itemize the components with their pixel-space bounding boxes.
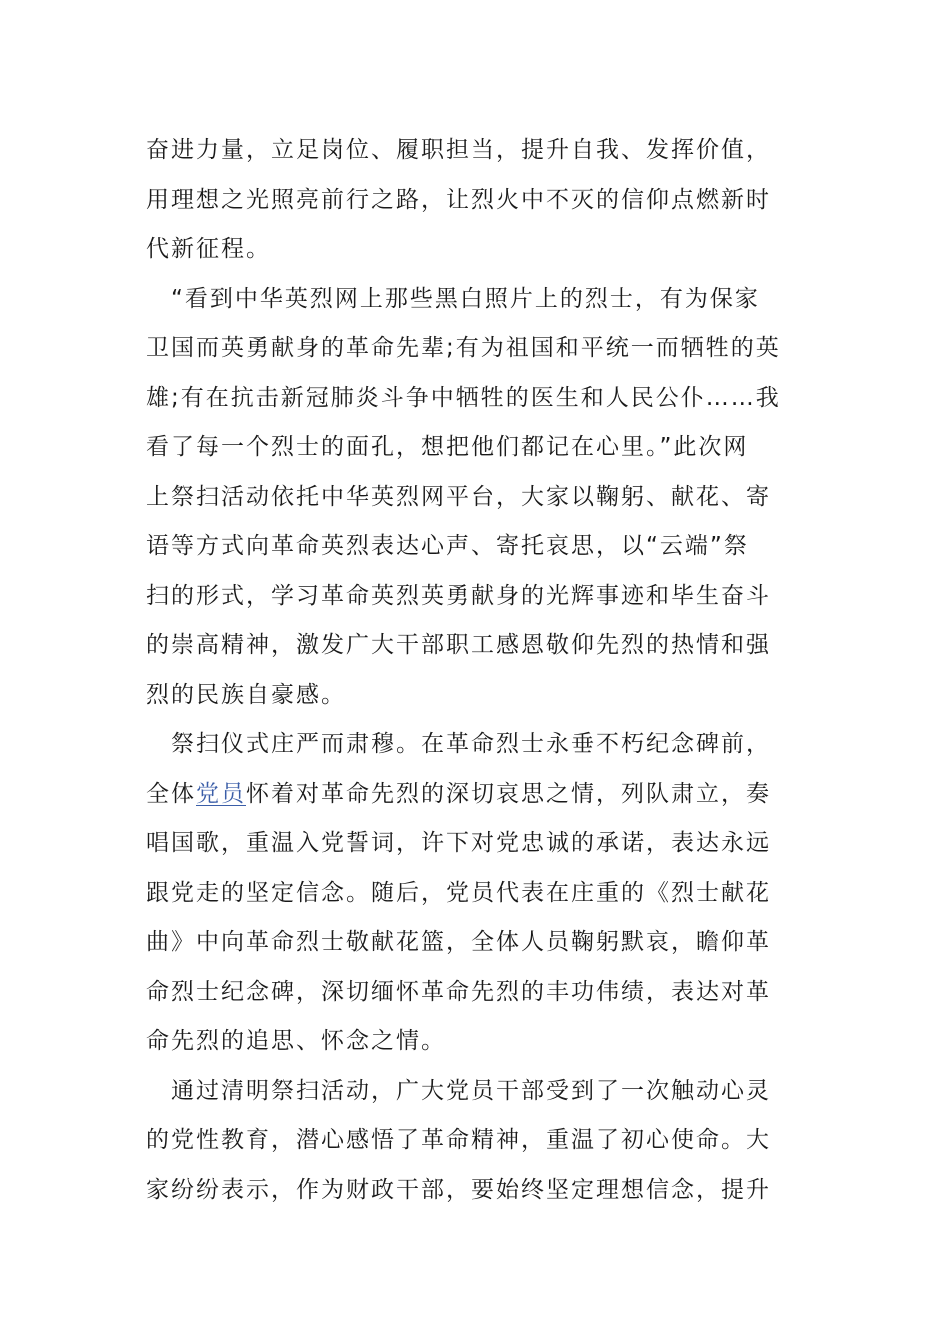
- paragraph-1: [146, 126, 806, 275]
- text-segment: 全体: [146, 780, 196, 807]
- text-line: “看到中华英烈网上那些黑白照片上的烈士，有为保家: [146, 285, 760, 312]
- text-line: 祭扫仪式庄严而肃穆。在革命烈士永垂不朽纪念碑前，: [146, 731, 771, 757]
- paragraph-4: [146, 1067, 806, 1216]
- text-line: 烈的民族自豪感。: [146, 681, 346, 708]
- text-line: 跟党走的坚定信念。随后，党员代表在庄重的《烈士献花: [146, 879, 771, 906]
- text-line: 看了每一个烈士的面孔，想把他们都记在心里。”此次网: [146, 434, 749, 460]
- text-line: 的崇高精神，激发广大干部职工感恩敬仰先烈的热情和强: [146, 632, 771, 658]
- text-line: 曲》中向革命烈士敬献花篮，全体人员鞠躬默哀，瞻仰革: [146, 929, 771, 955]
- text-line: 的党性教育，潜心感悟了革命精神，重温了初心使命。大: [146, 1127, 771, 1153]
- text-line: 家纷纷表示，作为财政干部，要始终坚定理想信念，提升: [146, 1176, 771, 1203]
- document-body: [146, 126, 806, 1215]
- text-segment: 怀着对革命先烈的深切哀思之情，列队肃立，奏: [246, 780, 771, 807]
- text-line: 通过清明祭扫活动，广大党员干部受到了一次触动心灵: [146, 1077, 771, 1104]
- text-line: 语等方式向革命英烈表达心声、寄托哀思，以“云端”祭: [146, 533, 749, 559]
- text-line: 用理想之光照亮前行之路，让烈火中不灭的信仰点燃新时: [146, 186, 771, 213]
- text-line: 上祭扫活动依托中华英烈网平台，大家以鞠躬、献花、寄: [146, 483, 771, 510]
- text-line: 命先烈的追思、怀念之情。: [146, 1028, 446, 1054]
- text-line: 代新征程。: [146, 236, 271, 262]
- paragraph-3: [146, 720, 806, 1067]
- text-line: 奋进力量，立足岗位、履职担当，提升自我、发挥价值，: [146, 137, 771, 163]
- text-line: [146, 770, 806, 820]
- paragraph-2: [146, 275, 806, 721]
- text-line: 卫国而英勇献身的革命先辈;有为祖国和平统一而牺牲的英: [146, 335, 781, 361]
- party-member-link[interactable]: 党员: [196, 780, 246, 807]
- text-line: 扫的形式，学习革命英烈英勇献身的光辉事迹和毕生奋斗: [146, 582, 771, 609]
- text-line: 唱国歌，重温入党誓词，许下对党忠诚的承诺，表达永远: [146, 830, 771, 856]
- text-line: 雄;有在抗击新冠肺炎斗争中牺牲的医生和人民公仆……我: [146, 384, 781, 411]
- text-line: 命烈士纪念碑，深切缅怀革命先烈的丰功伟绩，表达对革: [146, 978, 771, 1005]
